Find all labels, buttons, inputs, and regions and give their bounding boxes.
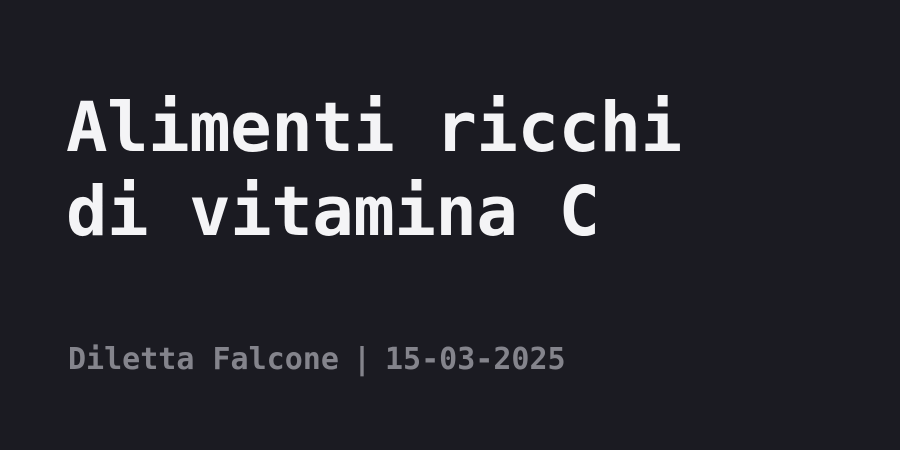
title-line-1: Alimenti ricchi (66, 88, 682, 168)
title-line-2: di vitamina C (66, 172, 600, 252)
author-name: Diletta Falcone (68, 342, 339, 377)
page-title (66, 86, 866, 254)
publish-date: 15-03-2025 (385, 342, 566, 377)
byline-separator: | (352, 342, 371, 377)
byline (68, 340, 566, 380)
